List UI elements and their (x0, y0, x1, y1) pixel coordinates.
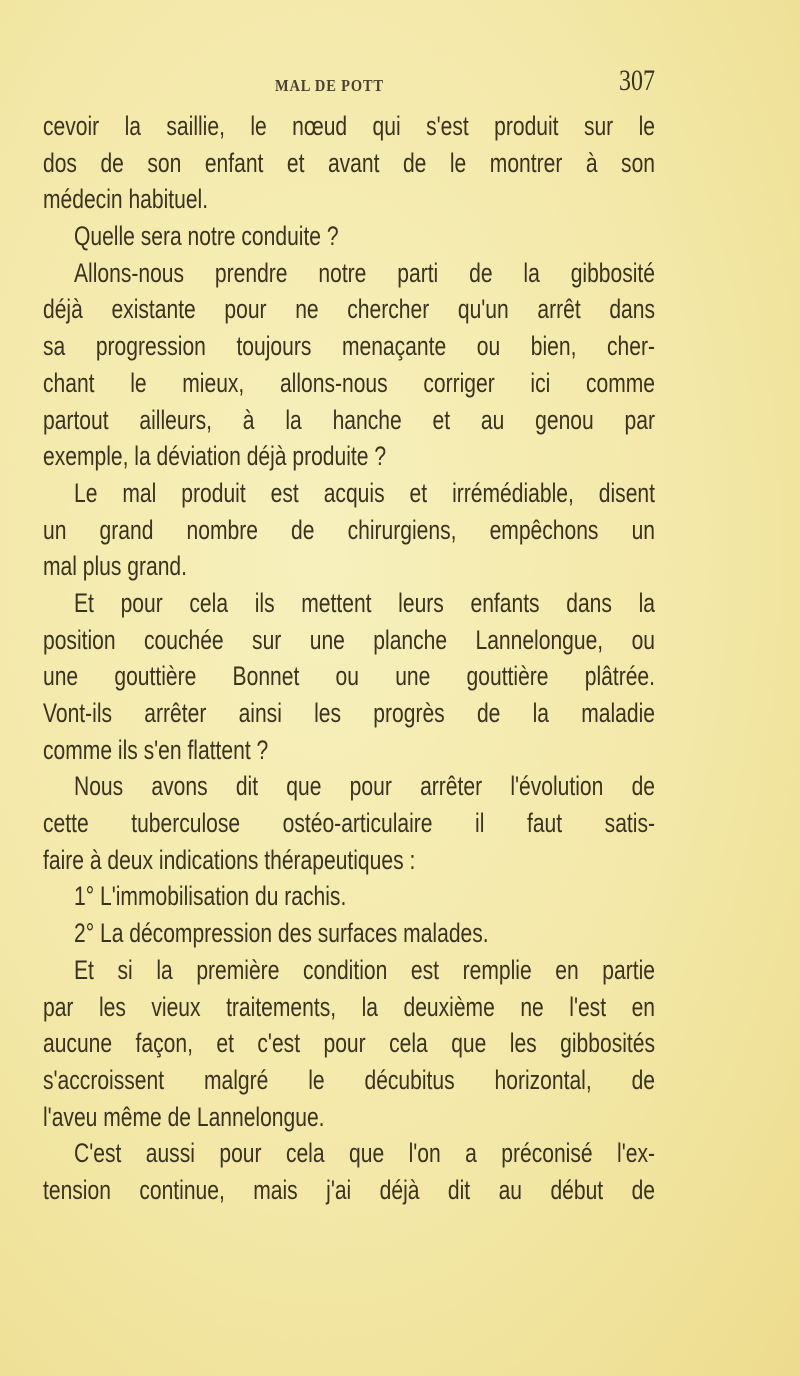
text-line-content: sa progression toujours menaçante ou bien, cher- (43, 331, 656, 362)
text-line (43, 548, 655, 585)
text-line (43, 512, 655, 549)
text-line (43, 438, 655, 475)
text-line (43, 768, 655, 805)
text-line-content: cette tuberculose ostéo-articulaire il faut satis- (43, 808, 655, 839)
text-line-content: médecin habituel. (43, 184, 209, 215)
text-line (43, 989, 655, 1026)
text-line (43, 365, 655, 402)
text-line-content: Le mal produit est acquis et irrémédiable, disent (74, 477, 656, 508)
text-line (43, 1062, 655, 1099)
text-line (43, 108, 655, 145)
text-line (43, 952, 655, 989)
text-line (43, 1172, 655, 1209)
text-line-content: un grand nombre de chirurgiens, empêchons un (43, 514, 656, 545)
text-line (43, 732, 655, 769)
text-line-content: Quelle sera notre conduite ? (74, 221, 339, 252)
text-line (43, 328, 655, 365)
text-line-content: s'accroissent malgré le décubitus horizontal, de (43, 1064, 655, 1095)
text-line-content: cevoir la saillie, le nœud qui s'est produit sur le (43, 111, 656, 141)
text-line (43, 915, 655, 952)
text-line-content: aucune façon, et c'est pour cela que les gibbosités (43, 1028, 656, 1059)
text-line-content: Et si la première condition est remplie en partie (74, 954, 655, 985)
text-line-content: Vont-ils arrêter ainsi les progrès de la maladie (43, 698, 656, 728)
text-line-content: position couchée sur une planche Lannelongue, ou (43, 624, 656, 655)
body-text (43, 108, 655, 1209)
text-line-content: tension continue, mais j'ai déjà dit au début de (43, 1174, 656, 1205)
text-line-content: 1° L'immobilisation du rachis. (74, 881, 347, 912)
running-title: MAL DE POTT (275, 76, 384, 95)
text-line (43, 622, 655, 659)
text-line-content: Et pour cela ils mettent leurs enfants dans la (74, 587, 656, 618)
text-line (43, 695, 655, 732)
text-line (43, 585, 655, 622)
page-header (43, 64, 655, 98)
text-line (43, 475, 655, 512)
text-line (43, 842, 655, 879)
text-line-content: faire à deux indications thérapeutiques : (43, 844, 416, 875)
text-line (43, 218, 655, 255)
text-line-content: partout ailleurs, à la hanche et au genou par (43, 404, 656, 435)
text-line-content: mal plus grand. (43, 551, 187, 582)
text-line-content: 2° La décompression des surfaces malades. (74, 918, 489, 949)
text-line-content: exemple, la déviation déjà produite ? (43, 441, 387, 472)
text-line (43, 255, 655, 292)
text-line (43, 658, 655, 695)
text-line-content: Allons-nous prendre notre parti de la gibbosité (74, 257, 656, 288)
text-line (43, 181, 655, 218)
text-line-content: dos de son enfant et avant de le montrer à son (43, 147, 655, 178)
text-line (43, 145, 655, 182)
text-line-content: C'est aussi pour cela que l'on a préconisé l'ex- (74, 1138, 656, 1169)
text-line-content: comme ils s'en flattent ? (43, 734, 269, 765)
text-line-content: déjà existante pour ne chercher qu'un arrêt dans (43, 294, 656, 325)
text-line-content: chant le mieux, allons-nous corriger ici comme (43, 367, 656, 398)
text-line-content: l'aveu même de Lannelongue. (43, 1101, 325, 1132)
text-line-content: par les vieux traitements, la deuxième ne l'est en (43, 991, 656, 1022)
text-line (43, 805, 655, 842)
text-line-content: une gouttière Bonnet ou une gouttière plâtrée. (43, 661, 656, 692)
text-line (43, 1099, 655, 1136)
text-line (43, 878, 655, 915)
text-line (43, 1135, 655, 1172)
text-line-content: Nous avons dit que pour arrêter l'évolution de (74, 771, 656, 802)
page-number: 307 (619, 64, 655, 97)
text-line (43, 1025, 655, 1062)
text-line (43, 402, 655, 439)
text-line (43, 291, 655, 328)
